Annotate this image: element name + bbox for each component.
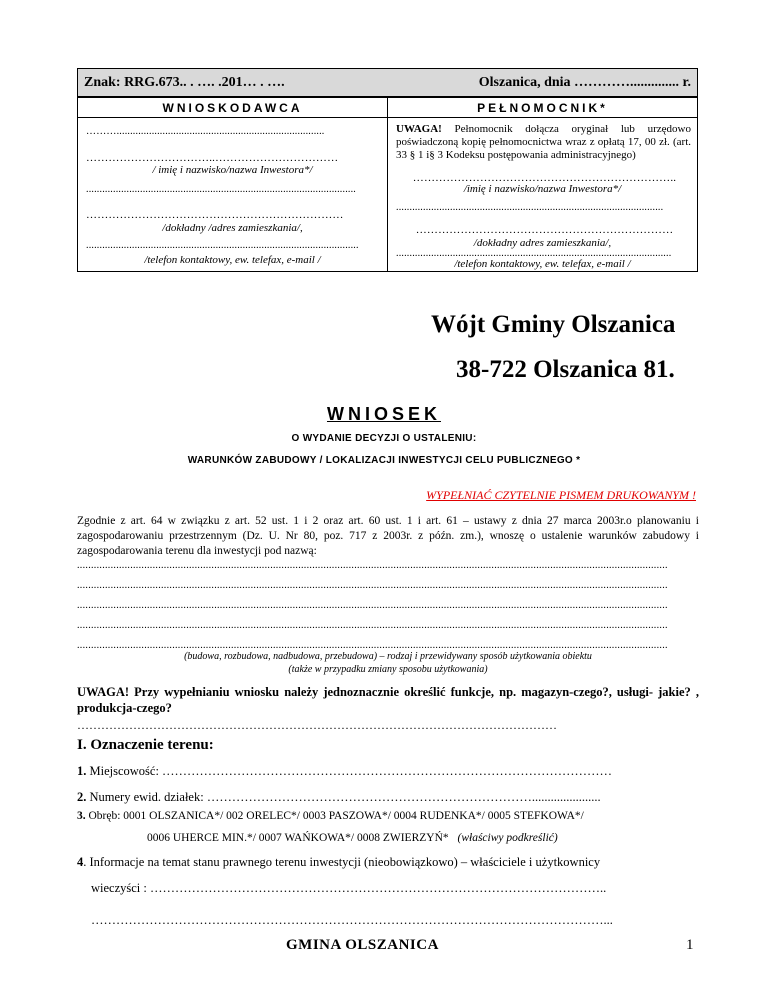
investment-caption-2: (także w przypadku zmiany sposobu użytkowania) <box>288 664 488 675</box>
applicant-phone-caption: /telefon kontaktowy, ew. telefax, e-mail / <box>144 254 321 266</box>
applicant-name-caption: / imię i nazwisko/nazwa Inwestora*/ <box>152 164 313 176</box>
footer-municipality: GMINA OLSZANICA <box>286 937 439 953</box>
investment-name-line-5[interactable]: ................................................................................................................................................................................................................... <box>77 640 668 651</box>
parcel-numbers-field[interactable]: Numery ewid. działek: ……………………………………………………………………...................... <box>89 790 601 804</box>
item-3-continued <box>147 832 558 844</box>
applicant-box <box>77 97 388 272</box>
applicant-field-3[interactable]: .................................................................................................... <box>86 184 356 195</box>
proxy-note-label: UWAGA! <box>396 123 442 135</box>
applicant-field-1[interactable]: ………............................................................................. <box>86 126 325 137</box>
precinct-options-2[interactable]: 0006 UHERCE MIN.*/ 0007 WAŃKOWA*/ 0008 ZWIERZYŃ* <box>147 832 449 844</box>
document-subtitle-1: O WYDANIE DECYZJI O USTALENIU: <box>291 433 477 444</box>
applicant-field-4[interactable]: …………………………………………………………… <box>86 209 344 221</box>
investment-caption-1: (budowa, rozbudowa, nadbudowa, przebudowa) – rodzaj i przewidywany sposób użytkowania obiektu <box>184 651 592 662</box>
section-1-heading: I. Oznaczenie terenu: <box>77 737 214 753</box>
addressee-line-1: Wójt Gminy Olszanica <box>431 311 676 338</box>
investment-name-line-4[interactable]: ................................................................................................................................................................................................................... <box>77 620 668 631</box>
item-3-number: 3. <box>77 810 86 822</box>
reference-number: Znak: RRG.673.. . …. .201… . …. <box>84 75 285 90</box>
proxy-note-text: Pełnomocnik dołącza oryginał lub urzędowo poświadczoną kopię pełnomocnictwa wraz z opłatą 17, 00 zł. (art. 33 § 1 i§ 3 Kodeksu postępowania administracyjnego) <box>396 123 691 161</box>
applicant-address-caption: /dokładny /adres zamieszkania/, <box>162 222 303 234</box>
precinct-note: (właściwy podkreślić) <box>457 832 558 844</box>
proxy-phone-caption: /telefon kontaktowy, ew. telefax, e-mail / <box>454 258 631 270</box>
item-3 <box>77 810 699 822</box>
proxy-address-caption: /dokładny adres zamieszkania/, <box>473 237 612 249</box>
page-number: 1 <box>686 937 694 953</box>
item-4 <box>77 855 699 870</box>
fill-instruction: WYPEŁNIAĆ CZYTELNIE PISMEM DRUKOWANYM ! <box>426 488 696 502</box>
precinct-options[interactable]: Obręb: 0001 OLSZANICA*/ 002 ORELEC*/ 0003 PASZOWA*/ 0004 RUDENKA*/ 0005 STEFKOWA*/ <box>88 810 584 822</box>
item-2 <box>77 790 699 805</box>
investment-name-line-1[interactable]: ................................................................................................................................................................................................................... <box>77 560 668 571</box>
function-field[interactable]: ………………………………………………………………………………………………………… <box>77 718 557 732</box>
owners-field-2[interactable]: ……………………………………………………………………………………………………………... <box>91 913 613 927</box>
owners-field-1[interactable]: wieczyści : ……………………………………………………………………………………………….. <box>91 881 607 895</box>
applicant-field-2[interactable]: ……………………………..…………………………… <box>86 152 339 164</box>
header-bar <box>77 68 698 97</box>
addressee-line-2: 38-722 Olszanica 81. <box>456 356 675 383</box>
item-1 <box>77 764 699 779</box>
title-rule <box>388 117 697 118</box>
proxy-field-3[interactable]: …………………………………………………………… <box>415 224 674 236</box>
proxy-field-1[interactable]: …………………………………………………………….. <box>412 172 677 184</box>
document-title: WNIOSEK <box>326 404 441 424</box>
proxy-box <box>387 97 698 272</box>
place-date: Olszanica, dnia ………….............. r. <box>478 75 691 90</box>
locality-field[interactable]: Miejscowość: ……………………………………………………………………………………………… <box>89 764 613 778</box>
intro-paragraph: Zgodnie z art. 64 w związku z art. 52 ust. 1 i 2 oraz art. 60 ust. 1 i art. 61 – ustawy z dnia 27 marca 2003r.o planowaniu i zagospodarowaniu przestrzennym (Dz. U. Nr 80, poz. 717 z 2003r. z późn. zm.), wnoszę o ustalenie warunków zabudowy i zagospodarowania terenu dla inwestycji pod nazwą: <box>77 515 699 557</box>
proxy-name-caption: /imię i nazwisko/nazwa Inwestora*/ <box>463 183 622 195</box>
warning-note: UWAGA! Przy wypełnianiu wniosku należy jednoznacznie określić funkcje, np. magazyn-czego?, usługi- jakie? , produkcja-czego? <box>77 685 699 715</box>
applicant-field-5[interactable]: ..................................................................................................... <box>86 240 359 251</box>
item-4-number: 4 <box>77 855 84 869</box>
proxy-note <box>396 123 691 162</box>
item-1-number: 1. <box>77 764 87 778</box>
title-rule <box>78 117 387 118</box>
legal-status-label: . Informacje na temat stanu prawnego terenu inwestycji (nieobowiązkowo) – właściciele i użytkownicy <box>83 855 601 869</box>
item-2-number: 2. <box>77 790 87 804</box>
document-subtitle-2: WARUNKÓW ZABUDOWY / LOKALIZACJI INWESTYCJI CELU PUBLICZNEGO * <box>187 455 581 466</box>
investment-name-line-2[interactable]: ................................................................................................................................................................................................................... <box>77 580 668 591</box>
proxy-field-2[interactable]: ................................................................................................... <box>396 202 664 213</box>
applicant-title: WNIOSKODAWCA <box>162 101 303 115</box>
proxy-title: PEŁNOMOCNIK* <box>477 101 608 115</box>
investment-name-line-3[interactable]: ................................................................................................................................................................................................................... <box>77 600 668 611</box>
proxy-field-4[interactable]: ...................................................................................................... <box>396 248 672 259</box>
